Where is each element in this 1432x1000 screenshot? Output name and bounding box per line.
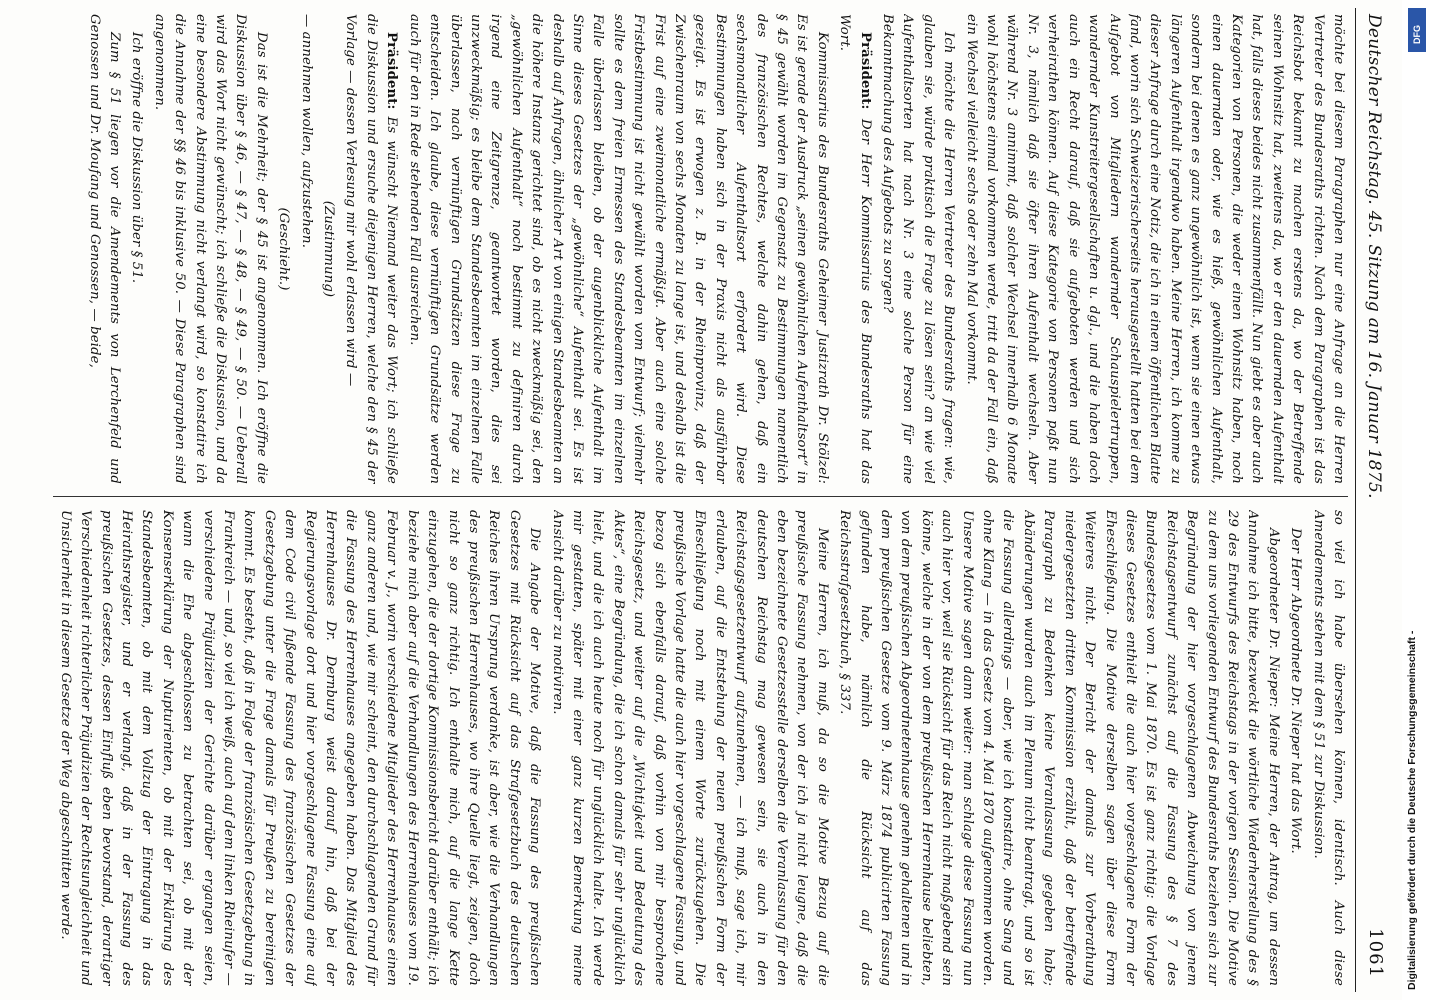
paragraph — [834, 510, 1283, 986]
paragraph — [960, 14, 1348, 484]
paragraph-text: — annehmen wollen, aufzustehen. — [298, 14, 314, 249]
running-title: Deutscher Reichstag. 45. Sitzung am 16. Januar 1875. — [1364, 14, 1384, 499]
digitization-sidebar — [1402, 0, 1432, 1000]
paragraph — [318, 14, 338, 484]
paragraph — [1307, 510, 1348, 986]
paragraph — [877, 14, 959, 484]
paragraph-text: möchte bei diesem Paragraphen nur eine Anfrage an die Herren Vertreter des Bundesraths richten. Nach dem Paragraphen ist das Reichsbot bekannt zu machen erstens da, wo der Betreffende seinen Wohnsitz hat, zweitens da, wo er den dauernden Aufenthalt hat, falls dieses beides nicht zusammenfällt. Nun giebt es aber auch Kategorien von Personen, die weder einen Wohnsitz haben, noch einen dauernden oder, wie es hieß, gewöhnlichen Aufenthalt, sondern bei denen es ganz ungewöhnlich ist, wenn sie einen etwas längeren Aufenthalt irgendwo haben. Meine Herren, ich komme zu dieser Anfrage durch eine Notiz, die ich in einem öffentlichen Blatte fand, worin sich Schweizerischerseits herausgestellt hatten bei dem Aufgebot von Mitgliedern wandernder Schauspielertruppen, wandernder Kunstreitergesellschaften u. dgl., und die haben doch auch ein Recht darauf, daß sie aufgeboten werden und sich verheirathen können. Auf diese Kategorie von Personen paßt nun Nr. 3, nämlich daß sie öfter ihren Aufenthalt wechseln. Aber während Nr. 3 annimmt, daß solcher Wechsel innerhalb 6 Monate wohl höchstens einmal vorkommen werde, tritt da der Fall ein, daß ein Wechsel vielleicht sechs oder zehn Mal vorkommt. — [963, 14, 1346, 484]
paragraph — [54, 510, 544, 986]
paragraph-text: Die Angabe der Motive, daß die Fassung des preußischen Gesetzes mit Rücksicht auf das Strafgesetzbuch des deutschen Reiches ihren Ursprung verdanke, ist aber, wie die Verhandlungen des preußischen Herrenhauses, wo ihre Quelle liegt, zeigen, doch nicht so ganz richtig. Ich enthalte mich, auf die lange Kette einzugehen, die der dortige Kommissionsbericht darüber enthält; ich beziehe mich aber auf die Verhandlungen des Herrenhauses vom 19. Februar v. J., worin verschiedene Mitglieder des Herrenhauses einen ganz anderen und, wie mir scheint, den durchschlagenden Grund für die Fassung des Herrenhauses angegeben haben. Das Mitglied des Herrenhauses Dr. Dernburg weist darauf hin, daß bei der Regierungsvorlage dort und hier vorgeschlagene Fassung eine auf dem Code civil fußende Fassung des französischen Gesetzes der Gesetzgebung unter die Frage damals für Preußen zu bereinigen kommt. Es besteht, daß in Folge der französischen Gesetzgebung in Frankreich — und, so viel ich weiß, auch auf dem linken Rheinufer — verschiedene Präjudizien der Gerichte darüber ergangen seien, wann die Ehe abgeschlossen zu betrachten sei, ob mit der Konsenserklärung der Nupturienten, ob mit der Erklärung des Standesbeamten, ob mit dem Vollzug der Eintragung in das Heirathsregister, und er verlangt, daß in der Fassung des preußischen Gesetzes, dessen Einfluß eben bevorstand, derartiger Verschiedenheit richterlicher Präjudizien der Rechtsungleichheit und Unsicherheit in diesem Gesetze der Weg abgeschnitten werde. — [57, 510, 543, 986]
digitization-credit: Digitalisierung gefördert durch die Deutsche Forschungsgemeinschaft - — [1406, 630, 1418, 990]
header-rule — [1355, 8, 1356, 992]
rotated-page-content — [20, 0, 1400, 1000]
paragraph — [1285, 510, 1305, 986]
paragraph-text: Es wünscht Niemand weiter das Wort; ich schließe die Diskussion und ersuche diejenigen Herren, welche den § 45 der Vorlage — dessen Verlesung mir wohl erlassen wird — — [343, 14, 400, 484]
dfg-logo — [1408, 8, 1426, 52]
dfg-logo-text: DFG — [1412, 25, 1422, 44]
paragraph-text: Meine Herren, ich muß, da so die Motive Bezug auf die preußische Fassung nehmen, von der ich ja nicht leugne, daß die eben bezeichnete Gesetzesstelle derselben die Veranlassung für den deutschen Reichstag mag gewesen sein, sie auch in den Reichstagsgesetzentwurf aufzunehmen, — ich muß, sage ich, mir erlauben, auf die Entstehung der neuen preußischen Form der Eheschließung noch mit einem Worte zurückzugehen. Die preußische Vorlage hatte die auch hier vorgeschlagene Fassung, und bezog sich ebenfalls darauf, daß vorhin von mir besprochene Reichsgesetz, und weiter auf die „Wichtigkeit und Bedeutung des Aktes“, eine Begründung, die ich schon damals für sehr unglücklich hielt, und die ich auch heute noch für unglücklich halte. Ich werde mir gestatten, später mit einer ganz kurzen Bemerkung meine Ansicht darüber zu motiviren. — [549, 510, 830, 986]
paragraph-text: Abgeordneter Dr. Nieper: Meine Herren, der Antrag, um dessen Annahme ich bitte, bezweckt die wörtliche Wiederherstellung des § 29 des Entwurfs des Reichstags in der vorigen Session. Die Motive zu dem uns vorliegenden Entwurf des Bundesraths beziehen sich zur Begründung der hier vorgeschlagenen Abweichung von jenem Reichstagsentwurf zunächst auf die Fassung des § 7 des Bundesgesetzes vom 1. Mai 1870. Es ist ganz richtig: die Vorlage dieses Gesetzes enthielt die auch hier vorgeschlagene Form der Eheschließung. Die Motive derselben sagen über diese Form Weiteres nicht. Der Bericht der damals zur Vorberathung niedergesetzten dritten Kommission erzählt, daß der betreffende Paragraph zu Bedenken keine Veranlassung gegeben habe; Abänderungen wurden auch im Plenum nicht beantragt, und so ist die Fassung allerdings — aber, wie ich konstatire, ohne Sang und ohne Klang — in das Gesetz vom 4. Mai 1870 aufgenommen worden. Unsere Motive sagen dann weiter: man schlage diese Fassung nun auch hier vor, weil sie Rücksicht für das Reich nicht maßgebend sein könne, welche in der von dem preußischen Herrenhause beliebten, von dem preußischen Abgeordnetenhause genehm gehaltenen und in dem preußischen Gesetze vom 9. März 1874 publicirten Fassung gefunden habe, nämlich die Rücksicht auf das Reichsstrafgesetzbuch, § 337. — [837, 510, 1281, 986]
page-number: 1061 — [1365, 928, 1386, 978]
paragraph-text: Ich eröffne die Diskussion über § 51. — [129, 32, 145, 284]
paragraph-text: Der Herr Kommissarius des Bundesraths hat das Wort. — [837, 14, 873, 484]
paragraph-text: so viel ich habe übersehen können, identisch. Auch diese Amendements stehen mit dem § 51 zur Diskussion. — [1310, 510, 1346, 986]
paragraph-text: Der Herr Abgeordnete Dr. Nieper hat das Wort. — [1288, 528, 1304, 854]
paragraph — [403, 14, 832, 484]
paragraph-text: (Zustimmung) — [321, 200, 337, 298]
speaker-label: Präsident: — [857, 32, 873, 110]
paragraph — [148, 14, 270, 484]
paragraph — [126, 14, 146, 484]
paragraph-text: (Geschieht.) — [276, 207, 292, 291]
paragraph-text: Ich möchte die Herren Vertreter des Bundesraths fragen: wie, glauben sie, würde praktisch die Frage zu lösen sein? an wie viel Aufenthaltsorten hat nach Nr. 3 eine solche Person für eine Bekanntmachung des Aufgebots zu sorgen? — [880, 14, 957, 484]
paragraph-text: Kommissarius des Bundesraths Geheimer Justizrath Dr. Stölzel: Es ist gerade der Ausdruck „seinen gewöhnlichen Aufenthaltsort“ in § 45 gewählt worden im Gegensatz zu Bestimmungen namentlich des französischen Rechtes, welche dahin gehen, daß ein sechsmonatlicher Aufenthaltsort erfordert wird. Diese Bestimmungen haben sich in der Praxis nicht als ausführbar gezeigt. Es ist erwogen z. B. in der Rheinprovinz, daß der Zwischenraum von sechs Monaten zu lange ist, und deshalb ist die Frist auf eine zweimonatliche ermäßigt. Aber auch eine solche Fristbestimmung ist nicht gewählt worden vom Entwurf; vielmehr sollte es dem freien Ermessen des Standesbeamten im einzelnen Falle überlassen bleiben, ob der augenblickliche Aufenthalt im Sinne dieses Gesetzes der „gewöhnliche“ Aufenthalt sei. Es ist deshalb auf Anfragen, ähnlicher Art von einigen Standesbeamten an die höhere Instanz gerichtet sind, ob es nicht zweckmäßig sei, den „gewöhnlichen Aufenthalt“ noch bestimmt zu definiren durch irgend eine Zeitgrenze, geantwortet worden, dies sei unzweckmäßig; es bleibe dem Standesbeamten im einzelnen Falle überlassen, nach vernünftigen Grundsätzen diese Frage zu entscheiden. Ich glaube, diese vernünftigen Grundsätze werden auch für den in Rede stehenden Fall ausreichen. — [406, 14, 830, 484]
speaker-label: Präsident: — [384, 32, 400, 110]
column-divider — [53, 496, 1348, 497]
paragraph — [834, 14, 875, 484]
paragraph-text: Das ist die Mehrheit; der § 45 ist angenommen. Ich eröffne die Diskussion über § 46, — § 47, — § 48, — § 49, — § 50. — Ueberall wird das Wort nicht gewünscht; ich schließe die Diskussion, und da eine besondere Abstimmung nicht verlangt wird, so konstatire ich die Annahme der §§ 46 bis inklusive 50. — Diese Paragraphen sind angenommen. — [151, 14, 269, 484]
right-column — [48, 510, 1348, 986]
paragraph — [83, 14, 124, 484]
page-header — [1356, 14, 1390, 986]
paragraph-text: Zum § 51 liegen vor die Amendements von Lerchenfeld und Genossen und Dr. Moufang und Genossen, — beide, — [86, 14, 123, 484]
paragraph — [340, 14, 401, 484]
paragraph — [273, 14, 293, 484]
paragraph — [546, 510, 832, 986]
left-column — [48, 14, 1348, 484]
paragraph — [295, 14, 315, 484]
